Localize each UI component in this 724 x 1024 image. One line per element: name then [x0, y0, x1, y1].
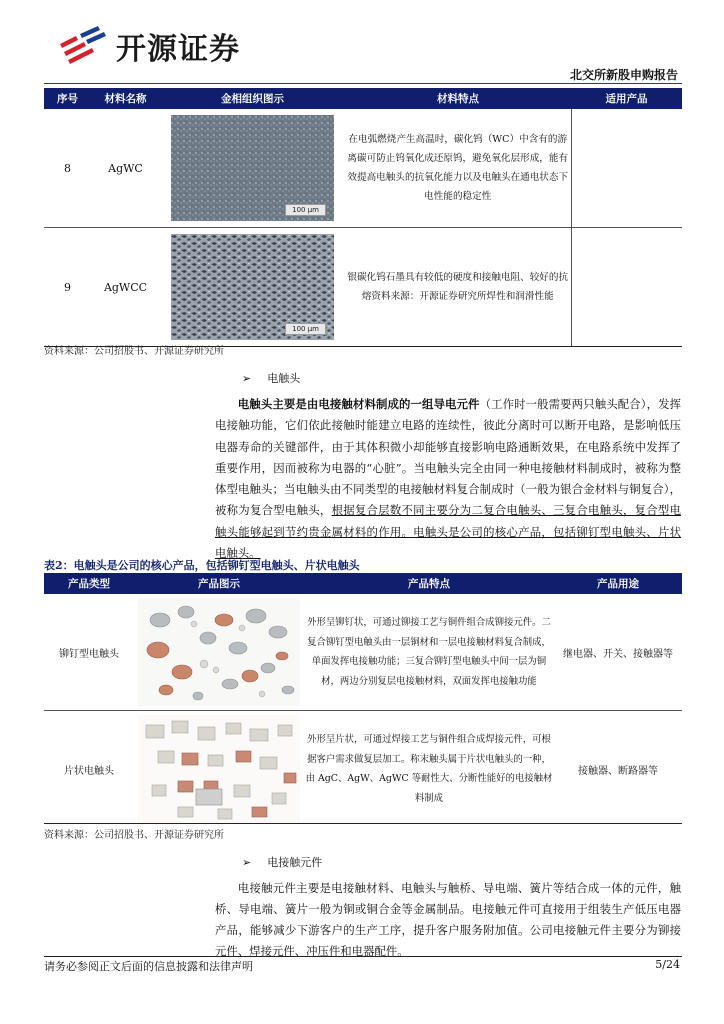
report-type-label: 北交所新股申购报告 [569, 68, 678, 82]
table-caption: 表2：电触头是公司的核心产品，包括铆钉型电触头、片状电触头 [44, 559, 360, 572]
product-image-cell [134, 711, 304, 828]
product-usage: 接触器、断路器等 [554, 711, 682, 828]
material-features: 在电弧燃烧产生高温时，碳化钨（WC）中含有的游离碳可防止钨氧化成还原钨，避免氧化层形成，能有效提高电触头的抗氧化能力以及电触头在通电状态下电性能的稳定性 [347, 134, 569, 202]
table-row [44, 711, 682, 828]
product-features: 外形呈片状，可通过焊接工艺与铜件组合成焊接元件，可根据客户需求做复层加工。称末触头属于片状电触头的一种，由 AgC、AgW、AgWC 等耐性大、分断性能好的电接触材料制成 [304, 711, 554, 828]
product-type: 片状电触头 [44, 711, 134, 828]
micrograph-cell [160, 109, 345, 228]
col-header-image: 产品图示 [134, 573, 304, 594]
table-row [44, 594, 682, 711]
brand-name: 开源证券 [116, 32, 240, 67]
material-features: 银碳化钨石墨具有较低的硬度和接触电阻、较好的抗熔资料来源：开源证券研究所焊性和润滑性能 [345, 228, 571, 347]
material-products [571, 109, 682, 228]
row-number: 8 [64, 161, 71, 175]
table-source-note: 资料来源：公司招股书、开源证券研究所 [44, 830, 224, 841]
product-type: 铆钉型电触头 [59, 648, 119, 660]
micrograph-cell [160, 228, 345, 347]
paragraph-lead: 电触头主要是由电接触材料制成的一组导电元件 [237, 397, 480, 411]
contact-paragraph [215, 394, 681, 564]
col-header-features: 材料特点 [345, 88, 571, 109]
table-row [44, 109, 682, 228]
sheet-contacts-photo [138, 715, 300, 823]
col-header-material: 材料名称 [91, 88, 160, 109]
material-table [44, 88, 682, 346]
product-usage: 继电器、开关、接触器等 [563, 648, 673, 660]
product-table [44, 573, 682, 827]
section-title: 电触头 [267, 372, 301, 385]
arrow-bullet-icon: ➢ [242, 372, 252, 385]
material-name: AgWCC [91, 228, 160, 347]
table-source-note: 资料来源：公司招股书、开源证券研究所 [44, 346, 224, 357]
paragraph-underlined: 根据复合层数不同主要分为二复合电触头、三复合电触头，复合型电触头能够起到节约贵金属材料的作用。电触头是公司的核心产品，包括铆钉型电触头、片状电触头。 [215, 503, 681, 561]
col-header-products: 适用产品 [571, 88, 682, 109]
sheet-contacts-illustration [138, 715, 300, 823]
product-image-cell [134, 594, 304, 711]
material-products [571, 228, 682, 347]
arrow-bullet-icon: ➢ [242, 856, 252, 869]
col-header-no: 序号 [44, 88, 91, 109]
col-header-micrograph: 金相组织图示 [160, 88, 345, 109]
col-header-type: 产品类型 [44, 573, 134, 594]
page-number: 5/24 [655, 958, 680, 971]
section-title: 电接触元件 [267, 856, 323, 869]
scale-bar-label: 100 μm [285, 204, 326, 216]
section-heading-contact [242, 370, 300, 386]
footer-divider [44, 956, 682, 957]
rivet-contacts-photo [138, 598, 300, 706]
agwcc-micrograph-image [171, 234, 334, 340]
footer-disclaimer: 请务必参阅正文后面的信息披露和法律声明 [44, 960, 253, 973]
col-header-usage: 产品用途 [554, 573, 682, 594]
header-divider [44, 83, 682, 84]
paragraph-body: （工作时一般需要两只触头配合），发挥电接触功能，它们依此接触时能建立电路的连续性，彼此分离时可以断开电路，是影响低压电器寿命的关键部件，由于其体积微小却能够直接影响电路通断效果，在电路系统中发挥了重要作用，因而被称为电器的“心脏”。当电触头完全由同一种电接触材料制成时，被称为整体型电触头；当电触头由不同类型的电接触材料复合制成时（一般为银合金材料与铜复合），被称为复合型电触头， [215, 397, 681, 518]
table-row [44, 228, 682, 347]
table-bottom-rule [44, 823, 682, 824]
product-features: 外形呈铆钉状，可通过铆接工艺与铜件组合成铆接元件。二复合铆钉型电触头由一层铜材和一层电接触材料复合制成，单面发挥电接触功能；三复合铆钉型电触头中间一层为铜材，两边分别复层电接触材料，双面发挥电接触功能 [307, 617, 551, 687]
table-header-row [44, 573, 682, 594]
rivet-contacts-illustration [138, 598, 300, 706]
row-number: 9 [44, 228, 91, 347]
table-header-row [44, 88, 682, 109]
scale-bar-label: 100 μm [285, 323, 326, 335]
col-header-features: 产品特点 [304, 573, 554, 594]
element-paragraph: 电接触元件主要是电接触材料、电触头与触桥、导电端、簧片等结合成一体的元件，触桥、导电端、簧片一般为铜或铜合金等金属制品。电接触元件可直接用于组装生产低压电器产品，能够减少下游客户的生产工序，提升客户服务附加值。公司电接触元件主要分为铆接元件、焊接元件、冲压件和电器配件。 [215, 881, 681, 958]
agwc-micrograph-image [171, 115, 334, 221]
section-heading-element [242, 854, 322, 870]
material-name: AgWC [108, 161, 143, 175]
